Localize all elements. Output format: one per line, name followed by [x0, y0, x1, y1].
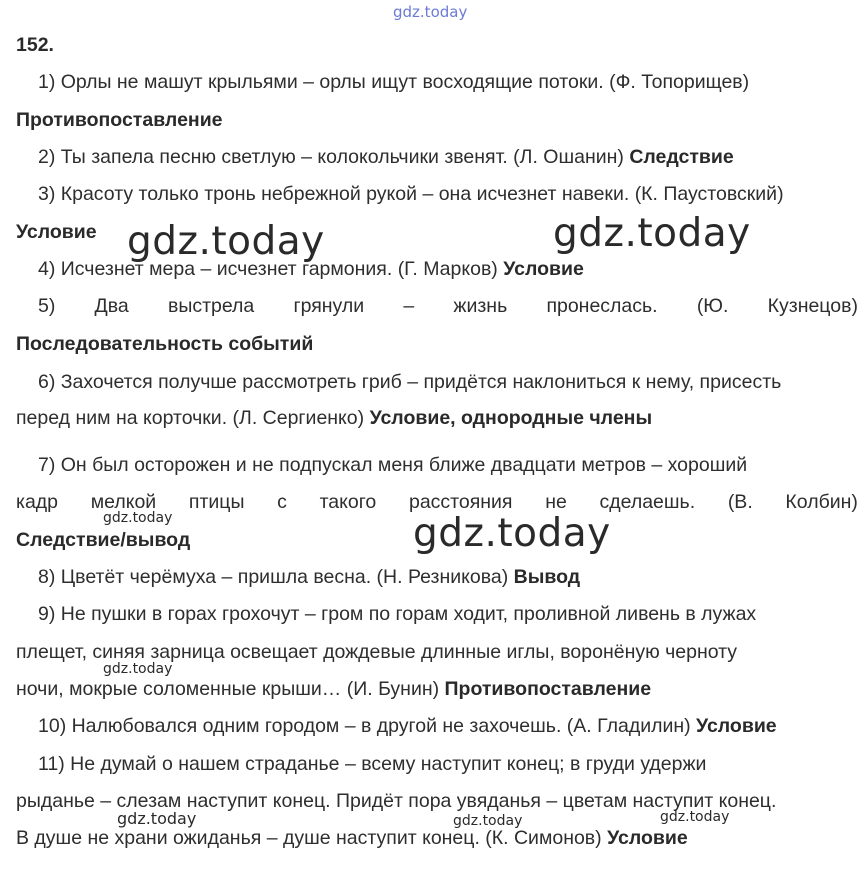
- answer-4-label: Условие: [503, 258, 584, 280]
- sentence-3: 3) Красоту только тронь небрежной рукой – она исчезнет навеки. (К. Паустовский): [38, 183, 784, 205]
- sentence-5-word: Два: [94, 295, 129, 317]
- sentence-7-word: птицы: [188, 491, 245, 513]
- sentence-5-word: 5): [38, 295, 56, 317]
- sentence-5: [38, 294, 858, 318]
- sentence-5-word: жизнь: [453, 295, 508, 317]
- sentence-7-word: не: [545, 491, 567, 513]
- answer-1-label: Противопоставление: [16, 109, 223, 131]
- answer-11-label: Условие: [607, 827, 688, 849]
- sentence-7-word: Колбин): [785, 491, 858, 513]
- sentence-5-word: пронеслась.: [546, 295, 658, 317]
- sentence-7-word: с: [277, 491, 287, 513]
- sentence-9-line-3: [16, 677, 858, 701]
- sentence-11-line-3: [16, 826, 858, 850]
- sentence-7-word: такого: [319, 491, 377, 513]
- sentence-7-word: (В.: [727, 491, 753, 513]
- sentence-11-line-1: 11) Не думай о нашем страданье – всему наступит конец; в груди удержи: [38, 753, 707, 775]
- answer-5: [16, 332, 858, 356]
- sentence-9-line-1: 9) Не пушки в горах грохочут – гром по горам ходит, проливной ливень в лужах: [38, 603, 757, 625]
- sentence-11-text: В душе не храни ожиданья – душе наступит конец. (К. Симонов): [16, 827, 608, 849]
- exercise-number-text: 152.: [16, 34, 54, 56]
- sentence-7-word: сделаешь.: [599, 491, 696, 513]
- sentence-1: 1) Орлы не машут крыльями – орлы ищут восходящие потоки. (Ф. Топорищев): [38, 71, 750, 93]
- sentence-5-word: –: [403, 295, 415, 317]
- watermark-large: gdz.today: [413, 511, 611, 556]
- watermark-small: gdz.today: [103, 661, 173, 677]
- sentence-4-text: 4) Исчезнет мера – исчезнет гармония. (Г. Марков): [38, 258, 504, 280]
- watermark-small: gdz.today: [660, 809, 730, 825]
- sentence-6-text: перед ним на корточки. (Л. Сергиенко): [16, 407, 370, 429]
- answer-6-label: Условие, однородные члены: [369, 407, 653, 429]
- sentence-5-word: (Ю.: [696, 295, 729, 317]
- sentence-7-line-1: 7) Он был осторожен и не подпускал меня ближе двадцати метров – хороший: [38, 454, 748, 476]
- sentence-7-word: кадр: [16, 491, 59, 513]
- sentence-9-text: ночи, мокрые соломенные крыши… (И. Бунин): [16, 678, 445, 700]
- sentence-2: [38, 145, 858, 169]
- answer-3-label: Условие: [16, 221, 97, 243]
- sentence-10-text: 10) Налюбовался одним городом – в другой не захочешь. (А. Гладилин): [38, 715, 697, 737]
- watermark-small: gdz.today: [117, 809, 197, 828]
- answer-5-label: Последовательность событий: [16, 333, 314, 355]
- watermark-large: gdz.today: [553, 211, 751, 256]
- answer-10-label: Условие: [696, 715, 777, 737]
- watermark-small: gdz.today: [453, 813, 523, 829]
- watermark-large: gdz.today: [127, 219, 325, 264]
- exercise-number: [16, 33, 858, 57]
- answer-8-label: Вывод: [513, 566, 581, 588]
- sentence-5-word: грянули: [293, 295, 365, 317]
- answer-1: [16, 108, 858, 132]
- sentence-11-line-2: рыданье – слезам наступит конец. Придёт пора увяданья – цветам наступит конец.: [16, 790, 777, 812]
- answer-7-label: Следствие/вывод: [16, 529, 191, 551]
- answer-2-label: Следствие: [629, 146, 734, 168]
- sentence-5-word: выстрела: [167, 295, 255, 317]
- sentence-6-line-1: 6) Захочется получше рассмотреть гриб – придётся наклониться к нему, присесть: [38, 371, 782, 393]
- sentence-8-text: 8) Цветёт черёмуха – пришла весна. (Н. Резникова): [38, 566, 514, 588]
- answer-9-label: Противопоставление: [444, 678, 652, 700]
- sentence-7-word: мелкой: [90, 491, 157, 513]
- sentence-10: [38, 714, 858, 738]
- watermark-top: gdz.today: [393, 3, 468, 21]
- sentence-5-word: Кузнецов): [767, 295, 858, 317]
- sentence-2-text: 2) Ты запела песню светлую – колокольчики звенят. (Л. Ошанин): [38, 146, 630, 168]
- sentence-7-word: расстояния: [408, 491, 513, 513]
- sentence-9-line-2: плещет, синяя зарница освещает дождевые длинные иглы, воронёную черноту: [16, 641, 738, 663]
- watermark-small: gdz.today: [103, 510, 173, 526]
- sentence-6-line-2: [16, 406, 858, 430]
- sentence-8: [38, 565, 858, 589]
